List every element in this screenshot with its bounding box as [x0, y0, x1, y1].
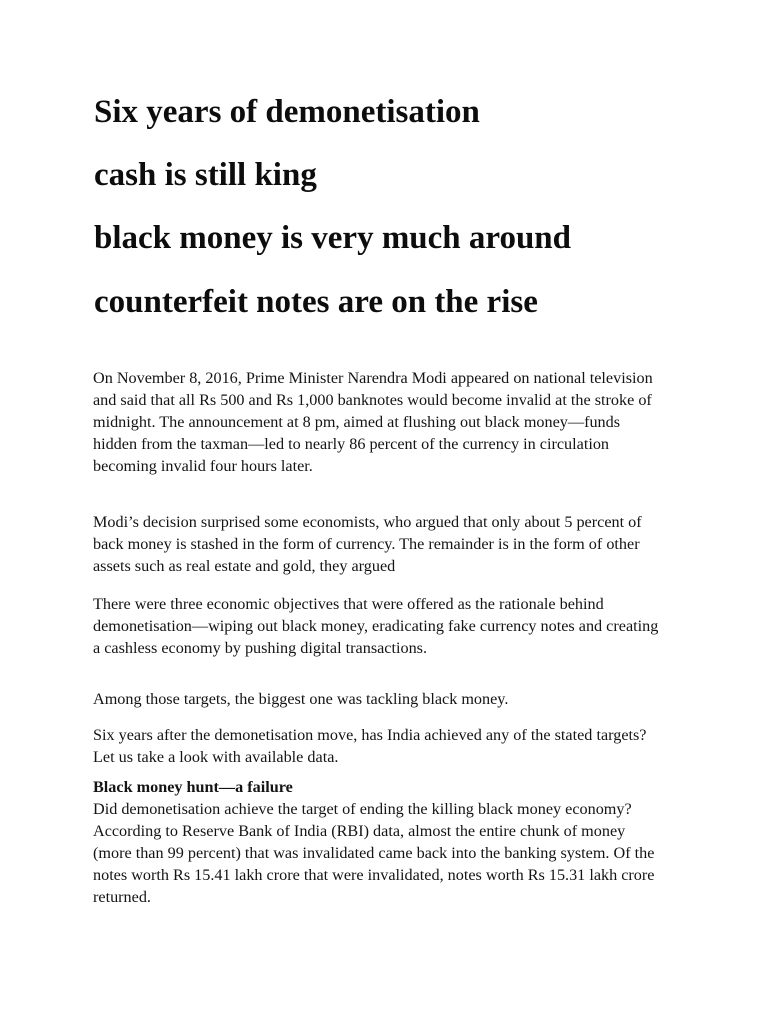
headline-line-2: cash is still king: [94, 157, 317, 193]
paragraph-objectives: There were three economic objectives that were offered as the rationale behind demonetisation—wiping out black money, eradicating fake currency notes and creating a cashless economy by pushing digital transactions.: [93, 595, 659, 657]
section-body-text: Did demonetisation achieve the target of ending the killing black money economy? According to Reserve Bank of India (RBI) data, almost the entire chunk of money (more than 99 percent) that was invalidated came back into the banking system. Of the notes worth Rs 15.41 lakh crore that were invalidated, notes worth Rs 15.31 lakh crore returned.: [93, 800, 655, 906]
paragraph-targets: Among those targets, the biggest one was tackling black money.: [93, 690, 509, 708]
paragraph-economists: Modi’s decision surprised some economists, who argued that only about 5 percent of back money is stashed in the form of currency. The remainder is in the form of other assets such as real estate and gold, they argued: [93, 513, 642, 575]
headline-line-4: counterfeit notes are on the rise: [94, 284, 538, 320]
headline-line-3: black money is very much around: [94, 220, 572, 256]
paragraph-six-years: Six years after the demonetisation move, has India achieved any of the stated targets? Let us take a look with available data.: [93, 726, 647, 766]
paragraph-announcement: On November 8, 2016, Prime Minister Narendra Modi appeared on national television and said that all Rs 500 and Rs 1,000 banknotes would become invalid at the stroke of midnight. The announcement at 8 pm, aimed at flushing out black money—funds hidden from the taxman—led to nearly 86 percent of the currency in circulation becoming invalid four hours later.: [93, 369, 653, 475]
headline-line-1: Six years of demonetisation: [94, 94, 480, 130]
section-subheading: Black money hunt—a failure: [93, 778, 293, 796]
section-black-money-hunt: [93, 776, 663, 908]
